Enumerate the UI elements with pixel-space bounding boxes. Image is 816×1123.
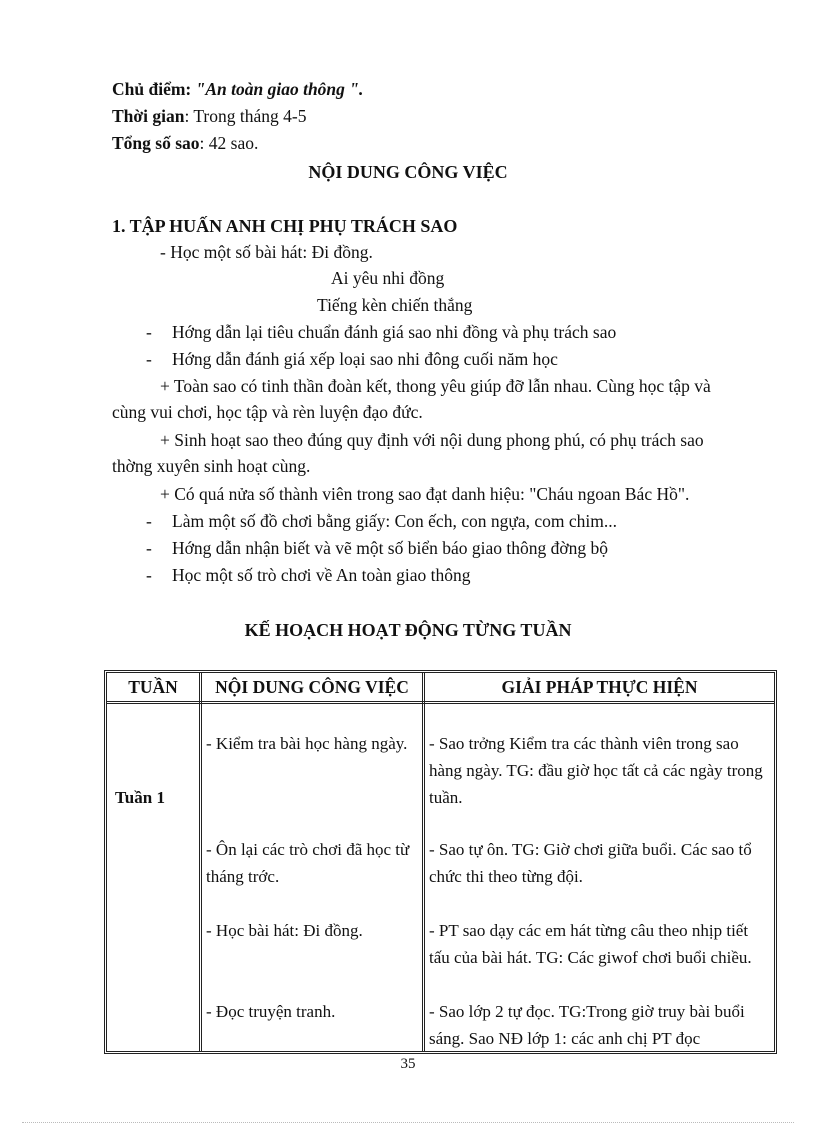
column-divider — [199, 673, 202, 1051]
topic-label: Chủ điểm — [112, 79, 186, 99]
list-item: Hớng dẫn nhận biết và vẽ một số biển báo giao thông đờng bộ — [172, 538, 609, 558]
column-header-solution: GIẢI PHÁP THỰC HIỆN — [501, 677, 698, 697]
task-solution: - Sao lớp 2 tự đọc. TG:Trong giờ truy bài buổi sáng. Sao NĐ lớp 1: các anh chị PT đọc — [429, 1002, 745, 1048]
page-number: 35 — [400, 1056, 416, 1072]
stars-line: Tổng số sao: 42 sao. — [112, 133, 259, 153]
topic-value: "An toàn giao thông ". — [195, 79, 364, 99]
bullet-dash: - — [146, 322, 152, 342]
header-info — [112, 78, 363, 159]
task-content: - Học bài hát: Đi đồng. — [206, 921, 363, 940]
time-line: Thời gian: Trong tháng 4-5 — [112, 106, 307, 126]
week-label: Tuần 1 — [115, 788, 165, 807]
task-content: - Đọc truyện tranh. — [206, 1002, 336, 1021]
bullet-dash: - — [146, 349, 152, 369]
song-item: Tiếng kèn chiến thắng — [317, 295, 473, 315]
time-label: Thời gian — [112, 106, 185, 126]
weekly-plan-table — [104, 670, 777, 1054]
header-divider — [107, 701, 774, 704]
task-solution: - Sao trởng Kiểm tra các thành viên trong sao hàng ngày. TG: đầu giờ học tất cả các ngày trong tuần. — [429, 734, 763, 807]
plan-title: KẾ HOẠCH HOẠT ĐỘNG TỪNG TUẦN — [244, 620, 572, 640]
bullet-dash: - — [146, 565, 152, 585]
bullet-dash: - — [146, 511, 152, 531]
list-item: Làm một số đồ chơi bằng giấy: Con ếch, con ngựa, com chim... — [172, 511, 617, 531]
criterion-line: + Sinh hoạt sao theo đúng quy định với nội dung phong phú, có phụ trách sao — [160, 430, 704, 450]
column-divider — [422, 673, 425, 1051]
task-content: - Ôn lại các trò chơi đã học từ tháng trớc. — [206, 840, 410, 886]
section1-title: 1. TẬP HUẤN ANH CHỊ PHỤ TRÁCH SAO — [112, 216, 458, 236]
stars-label: Tổng số sao — [112, 133, 200, 153]
column-header-content: NỘI DUNG CÔNG VIỆC — [215, 677, 409, 697]
column-header-week: TUẦN — [128, 677, 178, 697]
content-title: NỘI DUNG CÔNG VIỆC — [308, 162, 508, 182]
song-intro: - Học một số bài hát: Đi đồng. — [160, 242, 373, 262]
criterion-line: + Toàn sao có tinh thần đoàn kết, thong yêu giúp đỡ lẫn nhau. Cùng học tập và — [160, 376, 711, 396]
list-item: Hớng dẫn đánh giá xếp loại sao nhi đông cuối năm học — [172, 349, 558, 369]
task-content: - Kiểm tra bài học hàng ngày. — [206, 734, 408, 753]
list-item: Hớng dẫn lại tiêu chuẩn đánh giá sao nhi đồng và phụ trách sao — [172, 322, 617, 342]
task-solution: - PT sao dạy các em hát từng câu theo nhịp tiết tấu của bài hát. TG: Các giwof chơi buổi chiều. — [429, 921, 752, 967]
stars-value: 42 sao. — [208, 133, 259, 153]
criterion-line: + Có quá nửa số thành viên trong sao đạt danh hiệu: "Cháu ngoan Bác Hồ". — [160, 484, 690, 504]
bullet-dash: - — [146, 538, 152, 558]
topic-line: Chủ điểm: "An toàn giao thông ". — [112, 79, 364, 99]
criterion-line: thờng xuyên sinh hoạt cùng. — [112, 456, 311, 476]
time-value: Trong tháng 4-5 — [193, 106, 307, 126]
task-solution: - Sao tự ôn. TG: Giờ chơi giữa buổi. Các sao tổ chức thi theo từng đội. — [429, 840, 752, 886]
list-item: Học một số trò chơi về An toàn giao thông — [172, 565, 471, 585]
song-item: Ai yêu nhi đồng — [331, 268, 445, 288]
criterion-line: cùng vui chơi, học tập và rèn luyện đạo đức. — [112, 402, 423, 422]
